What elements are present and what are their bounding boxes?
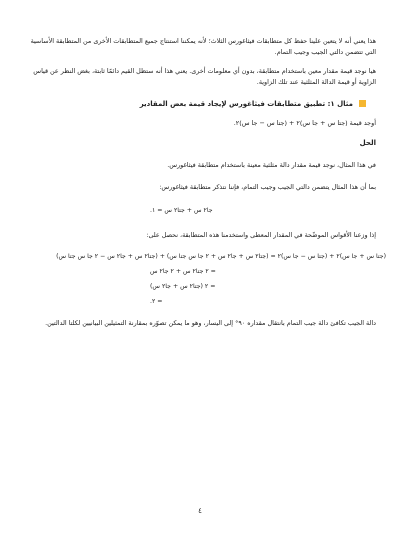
solution-paragraph-1: في هذا المثال، نوجد قيمة مقدار دالة مثلثية معينة باستخدام متطابقة فيثاغورس. (167, 161, 376, 169)
equation-line-1: (جتا س + جا س)٢ + (جتا س − جا س)٢ = (جتا٢ س + جا٢ س + ٢ جا س جتا س) + (جتا٢ س + جا٢ س − ٢ جا س جتا س) (56, 253, 386, 260)
equation-line-3: = ٢ (جتا٢ س + جا٢ س) (150, 283, 216, 290)
note-paragraph: هيا نوجد قيمة مقدار معين باستخدام متطابقة، بدون أي معلومات أخرى. يعني هذا أنه ستظل القيم دائمًا ثابتة، بغض النظر عن قياس الزاوية أو قيمة الدالة المثلثية عند تلك الزاوية. (33, 67, 376, 86)
page-number: ٤ (198, 507, 202, 515)
equation-line-2: = ٢ جتا٢ س + ٢ جا٢ س (150, 268, 216, 275)
closing-paragraph: دالة الجيب تكافئ دالة جيب التمام بانتقال مقداره ٩٠° إلى اليسار، وهو ما يمكن تصوّره بمقارنة التمثيلين البيانيين لكلتا الدالتين. (45, 319, 376, 327)
example-title: مثال ١: تطبيق متطابقات فيثاغورس لإيجاد قيمة بعض المقادير (139, 100, 353, 108)
pythagorean-identity: جا٢ س + جتا٢ س = ١. (150, 207, 213, 214)
example-heading (24, 99, 366, 110)
example-marker-icon (359, 100, 366, 107)
example-question: أوجد قيمة (جتا س + جا س)٢ + (جتا س − جا س)٢. (233, 119, 376, 127)
solution-paragraph-3: إذا وزعنا الأقواس الموضّحة في المقدار المعطى واستخدمنا هذه المتطابقة، نحصل على: (146, 231, 376, 239)
solution-heading: الحل (359, 139, 376, 147)
equation-line-4: = ٢. (150, 298, 163, 305)
solution-paragraph-2: بما أن هذا المثال يتضمن دالتي الجيب وجيب التمام، فإننا نتذكر متطابقة فيثاغورس: (159, 183, 376, 191)
intro-paragraph: هذا يعني أنه لا يتعين علينا حفظ كل متطابقات فيثاغورس الثلاث؛ لأنه يمكننا استنتاج جميع المتطابقات الأخرى من المتطابقة الأساسية التي تتضمن دالتي الجيب وجيب التمام. (30, 37, 376, 56)
